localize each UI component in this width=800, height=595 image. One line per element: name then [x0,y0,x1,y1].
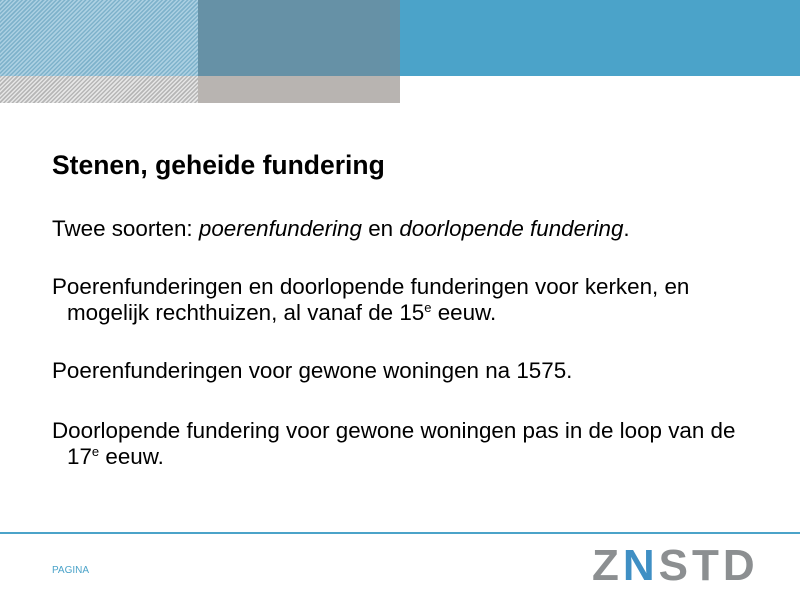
slide-title: Stenen, geheide fundering [52,150,385,180]
paragraph-2-line-2 [67,300,496,326]
paragraph-4-text-end: eeuw. [99,444,164,469]
paragraph-4-line-2 [67,444,164,470]
paragraph-4-line-1: Doorlopende fundering voor gewone woningen pas in de loop van de [52,418,736,443]
logo-letter-n: N [622,541,659,590]
logo-letter-t: T [692,541,723,590]
header-pattern-grey [0,76,198,103]
footer-divider [0,532,800,534]
header-block-grey [198,76,400,103]
paragraph-2-text: mogelijk rechthuizen, al vanaf de 15 [67,300,425,325]
term-poerenfundering: poerenfundering [198,216,362,241]
superscript: e [91,444,100,459]
superscript: e [424,300,432,315]
paragraph-1 [52,216,630,242]
paragraph-1-text: Twee soorten: [52,216,199,241]
paragraph-2-line-1: Poerenfunderingen en doorlopende funderingen voor kerken, en [52,274,690,299]
paragraph-1-text: en [361,216,400,241]
term-doorlopende-fundering: doorlopende fundering [399,216,624,241]
paragraph-2-text-end: eeuw. [431,300,497,325]
logo-letter-z: Z [592,541,623,590]
logo-letter-s: S [658,541,693,590]
header-block-steel [198,0,400,76]
header-block-blue [400,0,800,76]
header-band [0,0,800,103]
paragraph-3: Poerenfunderingen voor gewone woningen na 1575. [52,358,573,383]
page-label: PAGINA [52,565,90,576]
paragraph-1-text: . [623,216,630,241]
paragraph-4-text: 17 [67,444,92,469]
header-pattern-blue [0,0,198,76]
znstd-logo [592,541,759,590]
logo-letter-d: D [722,541,759,590]
